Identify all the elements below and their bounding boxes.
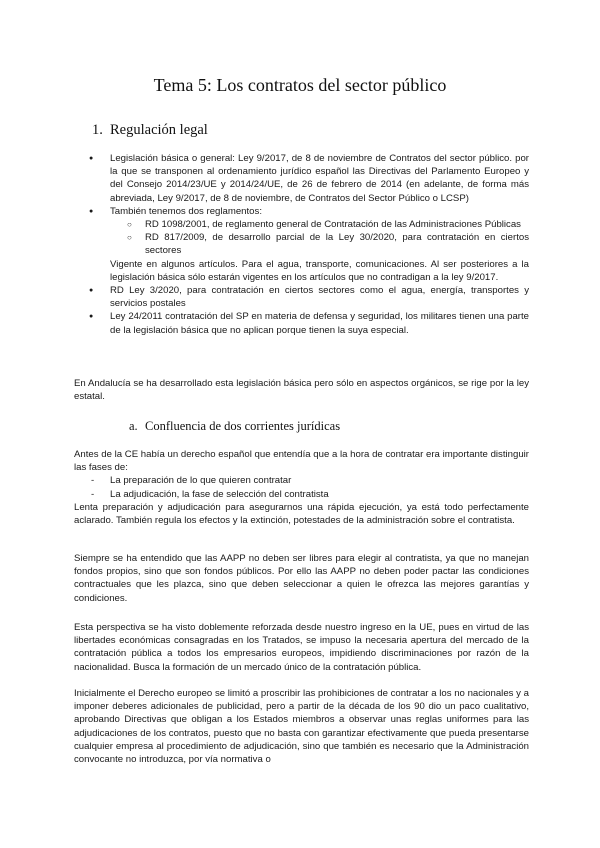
paragraph: Esta perspectiva se ha visto doblemente reforzada desde nuestro ingreso en la UE, pues en virtud de las libertades económicas consagradas en los Tratados, se impuso la necesaria apertura del mercado de la contratación pública a todos los empresarios europeos, impidiendo discriminaciones por razón de la nacionalidad. Busca la formación de un mercado único de la contratación pública. xyxy=(74,622,529,673)
list-item: ● Legislación básica o general: Ley 9/2017, de 8 de noviembre de Contratos del sector público. por la que se transponen al ordenamiento jurídico español las Directivas del Parlamento Europeo y del Consejo 2014/23/UE y 2014/24/UE, de 26 de febrero de 2014 (en adelante, de forma más abreviada, Ley 9/2017, de 8 de noviembre, de Contratos del Sector Público o LCSP) xyxy=(74,152,529,205)
list-item: ● Ley 24/2011 contratación del SP en materia de defensa y seguridad, los militares tienen una parte de la legislación básica que no aplican porque tienen la suya especial. xyxy=(74,310,529,336)
subsection-letter: a. xyxy=(129,419,138,433)
sub-bullet-list xyxy=(74,218,529,258)
section-heading-regulacion-legal xyxy=(92,121,208,139)
dash-item: - La adjudicación, la fase de selección del contratista xyxy=(74,488,529,501)
andalucia-paragraph-block xyxy=(74,377,529,403)
subsection-heading-confluencia xyxy=(129,418,340,434)
subsection-heading-text: Confluencia de dos corrientes jurídicas xyxy=(145,419,341,433)
sub-list-item: ○ RD 817/2009, de desarrollo parcial de la Ley 30/2020, para contratación en ciertos sectores xyxy=(74,231,529,257)
dash-list xyxy=(74,474,529,500)
paragraph: En Andalucía se ha desarrollado esta legislación básica pero sólo en aspectos orgánicos, se rige por la ley estatal. xyxy=(74,378,529,403)
paragraph: Siempre se ha entendido que las AAPP no deben ser libres para elegir al contratista, ya que no manejan fondos propios, sino que son fondos públicos. Por ello las AAPP no deben poder pactar las condiciones contractuales que les plazca, sino que deben seleccionar a quien le ofrezca las mejores garantías y condiciones. xyxy=(74,553,529,604)
bullet-list xyxy=(74,152,529,218)
paragraph: Lenta preparación y adjudicación para asegurarnos una rápida ejecución, ya está todo perfectamente aclarado. También regula los efectos y la extinción, potestades de la administración sobre el contratista. xyxy=(74,501,529,527)
paragraph-block-4 xyxy=(74,687,529,766)
section-number: 1. xyxy=(92,122,103,138)
bullet-list-2 xyxy=(74,284,529,337)
sub-list-item: ○ RD 1098/2001, de reglamento general de Contratación de las Administraciones Públicas xyxy=(74,218,529,231)
continuation-text: Vigente en algunos artículos. Para el agua, transporte, comunicaciones. Al ser posteriores a la legislación básica sólo estarán vigentes en los artículos que no contradigan a la ley 9/2017. xyxy=(110,258,529,283)
regulation-list-block xyxy=(74,152,529,337)
paragraph-block-3 xyxy=(74,621,529,674)
paragraph-block-2 xyxy=(74,552,529,605)
section-heading-text: Regulación legal xyxy=(110,122,208,138)
list-item: ● RD Ley 3/2020, para contratación en ciertos sectores como el agua, energía, transportes y servicios postales xyxy=(74,284,529,310)
paragraph: Antes de la CE había un derecho español que entendía que a la hora de contratar era importante distinguir las fases de: xyxy=(74,449,529,474)
page-title: Tema 5: Los contratos del sector público xyxy=(153,75,447,95)
list-item: ● También tenemos dos reglamentos: xyxy=(74,205,529,218)
paragraph: Inicialmente el Derecho europeo se limitó a proscribir las prohibiciones de contratar a los no nacionales y a imponer deberes adicionales de publicidad, pero a partir de la década de los 90 dio un paco cualitativo, aprobando Directivas que obligan a los Estados miembros a observar unas reglas uniformes para las adjudicaciones de los contratos, puesto que no basta con garantizar efectivamente que pueda presentarse cualquier empresa al procedimiento de adjudicación, sino que también es necesario que la Administración convocante no introduzca, por vía normativa o xyxy=(74,688,529,766)
dash-item: - La preparación de lo que quieren contratar xyxy=(74,474,529,487)
intro-block xyxy=(74,448,529,527)
